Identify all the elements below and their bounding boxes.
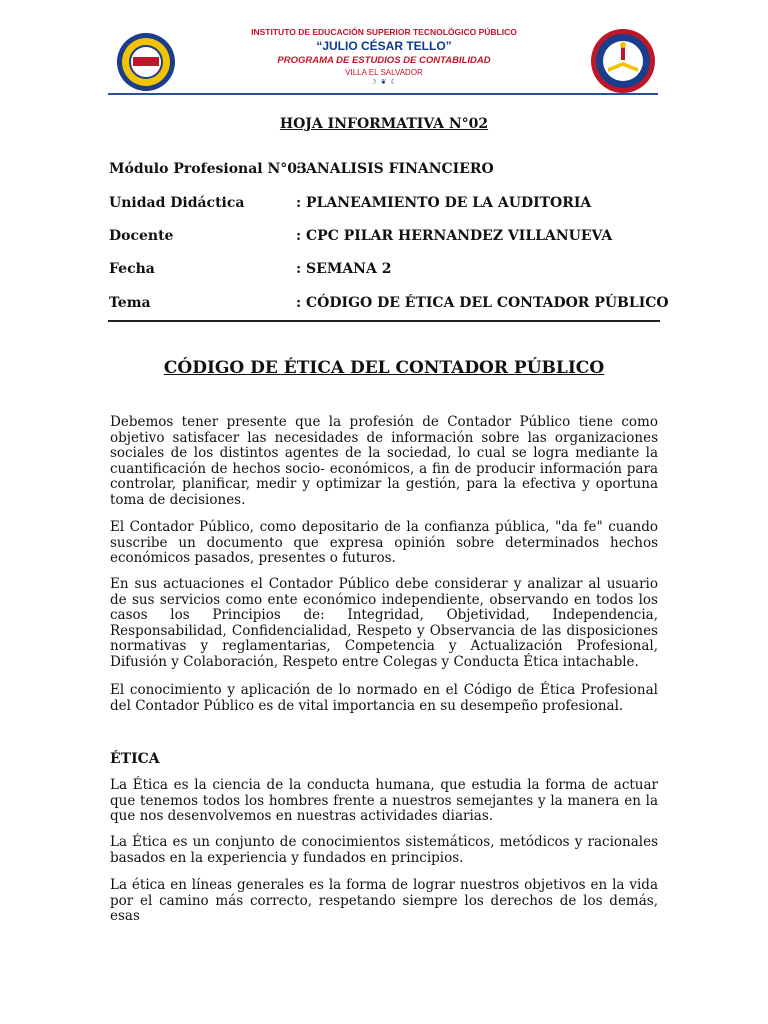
info-key: Fecha bbox=[109, 261, 155, 277]
letterhead bbox=[108, 20, 660, 96]
institute-logo-icon bbox=[116, 32, 176, 92]
header-rule bbox=[108, 93, 658, 95]
paragraph: Debemos tener presente que la profesión de Contador Público tiene como objetivo satisfacer las necesidades de información sobre las organizaciones sociales de los distintos agentes de la sociedad, lo cual se logra mediante la cuantificación de hechos socio- económicos, a fin de producir información para controlar, planificar, medir y optimizar la gestión, para la efectiva y oportuna toma de decisiones. bbox=[110, 414, 658, 508]
paragraph: El conocimiento y aplicación de lo normado en el Código de Ética Profesional del Contador Público es de vital importancia en su desempeño profesional. bbox=[110, 682, 658, 714]
info-value: : ANALISIS FINANCIERO bbox=[296, 161, 494, 177]
ornament: ☽ ❦ ☾ bbox=[370, 79, 398, 86]
main-title: CÓDIGO DE ÉTICA DEL CONTADOR PÚBLICO bbox=[163, 358, 605, 378]
document-label: HOJA INFORMATIVA N°02 bbox=[279, 116, 489, 132]
paragraph: El Contador Público, como depositario de la confianza pública, "da fe" cuando suscribe un documento que expresa opinión sobre determinados hechos económicos pasados, presentes o futuros. bbox=[110, 519, 658, 567]
location: VILLA EL SALVADOR bbox=[345, 68, 423, 77]
program-seal-icon bbox=[590, 28, 656, 94]
institute-name: INSTITUTO DE EDUCACIÓN SUPERIOR TECNOLÓGICO PÚBLICO bbox=[251, 27, 517, 37]
info-rule bbox=[108, 320, 660, 322]
paragraph: La Ética es un conjunto de conocimientos sistemáticos, metódicos y racionales basados en la experiencia y fundados en principios. bbox=[110, 834, 658, 866]
institute-header-text bbox=[188, 26, 580, 88]
info-key: Tema bbox=[109, 295, 151, 311]
paragraph: La ética en líneas generales es la forma de lograr nuestros objetivos en la vida por el camino más correcto, respetando siempre los derechos de los demás, esas bbox=[110, 877, 658, 925]
institute-short-name: “JULIO CÉSAR TELLO” bbox=[316, 39, 452, 53]
info-value: : PLANEAMIENTO DE LA AUDITORIA bbox=[296, 195, 592, 211]
info-value: : CÓDIGO DE ÉTICA DEL CONTADOR PÚBLICO bbox=[296, 295, 669, 311]
info-key: Docente bbox=[109, 228, 174, 244]
info-key: Unidad Didáctica bbox=[109, 195, 245, 211]
paragraph: La Ética es la ciencia de la conducta humana, que estudia la forma de actuar que tenemos todos los hombres frente a nuestros semejantes y la manera en la que nos desenvolvemos en nuestras actividades diarias. bbox=[110, 777, 658, 825]
paragraph: En sus actuaciones el Contador Público debe considerar y analizar al usuario de sus servicios como ente económico independiente, observando en todos los casos los Principios de: Integridad, Objetividad, Independencia, Responsabilidad, Confidencialidad, Respeto y Observancia de las disposiciones normativas y reglamentarias, Competencia y Actualización Profesional, Difusión y Colaboración, Respeto entre Colegas y Conducta Ética intachable. bbox=[110, 576, 658, 670]
section-heading-etica: ÉTICA bbox=[110, 751, 160, 767]
info-value: : SEMANA 2 bbox=[296, 261, 392, 277]
program-name: PROGRAMA DE ESTUDIOS DE CONTABILIDAD bbox=[277, 55, 491, 66]
info-value: : CPC PILAR HERNANDEZ VILLANUEVA bbox=[296, 228, 613, 244]
info-key: Módulo Profesional N°03 bbox=[109, 161, 307, 177]
